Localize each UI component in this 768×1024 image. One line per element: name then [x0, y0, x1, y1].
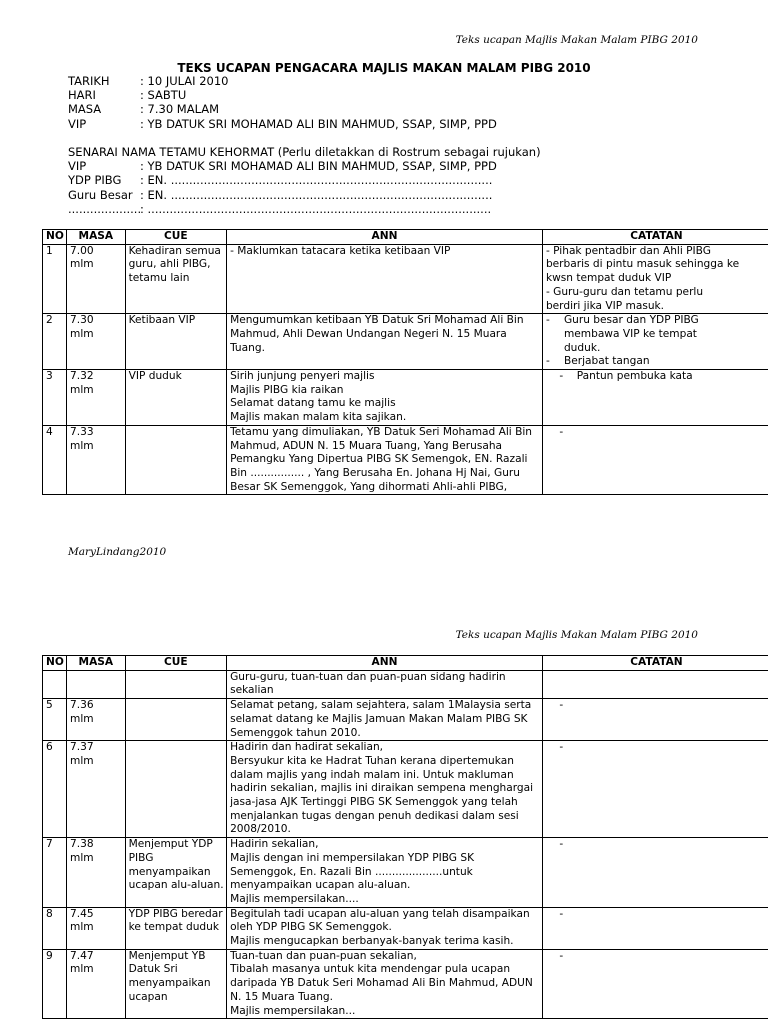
cell-cue [125, 741, 226, 838]
table-row [43, 244, 768, 314]
table-row [43, 838, 768, 908]
header-no: NO [43, 230, 67, 245]
ann-line: Mengumumkan ketibaan YB Datuk Sri Mohamad Ali Bin [230, 314, 524, 327]
bullet-dash: - [545, 355, 550, 368]
masa-line: mlm [70, 921, 94, 934]
ann-line: jasa-jasa AJK Tertinggi PIBG SK Semenggok yang telah [230, 796, 518, 809]
ann-line: Majlis dengan ini mempersilakan YDP PIBG SK [230, 851, 475, 864]
ann-line: Tuang. [230, 341, 265, 354]
cue-line: PIBG [128, 851, 154, 864]
program-table-page2 [42, 655, 768, 1019]
cell-no: 7 [43, 838, 67, 908]
table-row [43, 699, 768, 741]
masa-line: mlm [70, 754, 94, 767]
catatan-line: berdiri jika VIP masuk. [545, 299, 665, 312]
cell-ann [227, 425, 543, 495]
header-ann: ANN [227, 656, 543, 671]
table-row [43, 314, 768, 370]
header-catatan: CATATAN [542, 230, 768, 245]
guest-value: : EN. ........................................................................................ [140, 173, 493, 188]
ann-line: - Maklumkan tatacara ketika ketibaan VIP [230, 244, 451, 257]
cue-line: guru, ahli PIBG, [128, 258, 211, 271]
ann-line: Majlis mengucapkan berbanyak-banyak terima kasih. [230, 935, 514, 948]
table-row [43, 907, 768, 949]
ann-line: Majlis mempersilakan.... [230, 892, 359, 905]
header-no: NO [43, 656, 67, 671]
bullet-dash: - [545, 314, 550, 327]
ann-line: Majlis mempersilakan... [230, 1004, 356, 1017]
masa-line: mlm [70, 439, 94, 452]
guest-list-heading: SENARAI NAMA TETAMU KEHORMAT (Perlu diletakkan di Rostrum sebagai rujukan) [68, 145, 541, 159]
masa-line: 7.47 [70, 949, 94, 962]
ann-line: oleh YDP PIBG SK Semenggok. [230, 921, 392, 934]
cell-ann [227, 244, 543, 314]
masa-line: mlm [70, 383, 94, 396]
cell-ann [227, 907, 543, 949]
cell-catatan [542, 670, 768, 698]
catatan-line: - [545, 699, 564, 712]
cell-cue [125, 425, 226, 495]
ann-line: hadirin sekalian, majlis ini diraikan sempena menghargai [230, 782, 534, 795]
cue-line: Menjemput YDP [128, 838, 213, 851]
cell-ann [227, 838, 543, 908]
header-masa: MASA [67, 656, 126, 671]
info-label: TARIKH [68, 74, 110, 88]
document-title: TEKS UCAPAN PENGACARA MAJLIS MAKAN MALAM PIBG 2010 [177, 61, 591, 75]
cue-line: VIP duduk [128, 370, 182, 383]
table-row [43, 741, 768, 838]
ann-line: sekalian [230, 684, 274, 697]
cell-cue [125, 949, 226, 1019]
header-cue: CUE [125, 230, 226, 245]
cell-masa [67, 244, 126, 314]
cell-cue [125, 699, 226, 741]
ann-line: Hadirin sekalian, [230, 838, 319, 851]
ann-line: Bersyukur kita ke Hadrat Tuhan kerana dipertemukan [230, 754, 514, 767]
ann-line: Begitulah tadi ucapan alu-aluan yang telah disampaikan [230, 907, 530, 920]
masa-line: 7.32 [70, 370, 94, 383]
cell-masa [67, 949, 126, 1019]
guest-row [68, 159, 541, 173]
ann-line: Selamat petang, salam sejahtera, salam 1Malaysia serta [230, 699, 532, 712]
info-value: : 7.30 MALAM [140, 102, 220, 117]
cell-no: 9 [43, 949, 67, 1019]
masa-line: 7.00 [70, 244, 94, 257]
ann-line: Semenggok tahun 2010. [230, 726, 361, 739]
ann-line: selamat datang ke Majlis Jamuan Makan Malam PIBG SK [230, 712, 528, 725]
cue-line: menyampaikan [128, 977, 211, 990]
cell-ann [227, 370, 543, 426]
cell-masa [67, 741, 126, 838]
table-header-row [43, 230, 768, 245]
masa-line: mlm [70, 258, 94, 271]
ann-line: Besar SK Semenggok, Yang dihormati Ahli-ahli PIBG, [230, 480, 508, 493]
catatan-line: - [545, 741, 564, 754]
cell-cue [125, 838, 226, 908]
running-header: Teks ucapan Majlis Makan Malam PIBG 2010 [455, 34, 698, 46]
catatan-line: - [545, 907, 564, 920]
cell-catatan [542, 838, 768, 908]
catatan-line: - [545, 838, 564, 851]
masa-line: mlm [70, 712, 94, 725]
cue-line: Ketibaan VIP [128, 314, 196, 327]
header-ann: ANN [227, 230, 543, 245]
cell-masa [67, 907, 126, 949]
ann-line: Mahmud, ADUN N. 15 Muara Tuang, Yang Berusaha [230, 439, 503, 452]
table-row [43, 425, 768, 495]
cell-masa [67, 314, 126, 370]
masa-line: 7.36 [70, 699, 94, 712]
catatan-bullet-line: duduk. [563, 341, 601, 354]
ann-line: N. 15 Muara Tuang. [230, 990, 334, 1003]
cell-catatan [542, 741, 768, 838]
cell-no: 8 [43, 907, 67, 949]
cell-catatan [542, 314, 768, 370]
masa-line: 7.45 [70, 907, 94, 920]
ann-line: Tetamu yang dimuliakan, YB Datuk Seri Mohamad Ali Bin [230, 425, 533, 438]
guest-row [68, 173, 541, 187]
catatan-line: - Pantun pembuka kata [545, 370, 693, 383]
event-info [68, 74, 497, 131]
guest-label: .................... [68, 201, 142, 216]
masa-line: mlm [70, 963, 94, 976]
masa-line: 7.30 [70, 314, 94, 327]
masa-line: mlm [70, 327, 94, 340]
catatan-line: kwsn tempat duduk VIP [545, 272, 672, 285]
catatan-line: - [545, 949, 564, 962]
ann-line: dalam majlis yang indah malam ini. Untuk makluman [230, 768, 514, 781]
running-header-page2: Teks ucapan Majlis Makan Malam PIBG 2010 [455, 629, 698, 641]
guest-row [68, 188, 541, 202]
event-info-row [68, 88, 497, 102]
program-table-page1 [42, 229, 768, 495]
info-label: HARI [68, 88, 96, 103]
ann-line: Guru-guru, tuan-tuan dan puan-puan sidang hadirin [230, 670, 506, 683]
cell-ann [227, 949, 543, 1019]
masa-line: 7.38 [70, 838, 94, 851]
ann-line: menyampaikan ucapan alu-aluan. [230, 879, 411, 892]
masa-line: 7.37 [70, 741, 94, 754]
ann-line: Pemangku Yang Dipertua PIBG SK Semengok, EN. Razali [230, 453, 528, 466]
cell-masa [67, 838, 126, 908]
catatan-bullet-line: - Guru besar dan YDP PIBG [545, 314, 699, 327]
catatan-line: - Guru-guru dan tetamu perlu [545, 285, 704, 298]
ann-line: Selamat datang tamu ke majlis [230, 397, 396, 410]
cell-ann [227, 314, 543, 370]
ann-line: daripada YB Datuk Seri Mohamad Ali Bin Mahmud, ADUN [230, 977, 533, 990]
event-info-row [68, 117, 497, 131]
footer-author: MaryLindang2010 [68, 546, 167, 558]
catatan-bullet-line: membawa VIP ke tempat [563, 327, 697, 340]
guest-label: Guru Besar [68, 187, 133, 202]
ann-line: Semenggok, En. Razali Bin ....................untuk [230, 865, 473, 878]
cell-no: 4 [43, 425, 67, 495]
guest-row [68, 202, 541, 216]
event-info-row [68, 74, 497, 88]
cell-catatan [542, 370, 768, 426]
table-header-row [43, 656, 768, 671]
masa-line: 7.33 [70, 425, 94, 438]
cue-line: ucapan alu-aluan. [128, 879, 224, 892]
cell-ann [227, 670, 543, 698]
cell-catatan [542, 907, 768, 949]
table-row [43, 670, 768, 698]
info-label: MASA [68, 102, 102, 117]
cue-line: Datuk Sri [128, 963, 178, 976]
cell-ann [227, 741, 543, 838]
cell-masa [67, 670, 126, 698]
cell-masa [67, 370, 126, 426]
cell-masa [67, 425, 126, 495]
cue-line: tetamu lain [128, 272, 190, 285]
guest-list [68, 145, 541, 216]
info-value: : 10 JULAI 2010 [140, 74, 229, 88]
info-value: : YB DATUK SRI MOHAMAD ALI BIN MAHMUD, SSAP, SIMP, PPD [140, 116, 497, 131]
catatan-bullet-line: - Berjabat tangan [545, 355, 650, 368]
ann-line: Bin ................ , Yang Berusaha En. Johana Hj Nai, Guru [230, 466, 520, 479]
cue-line: YDP PIBG beredar [128, 907, 223, 920]
guest-label: VIP [68, 159, 87, 174]
catatan-line: berbaris di pintu masuk sehingga ke [545, 258, 740, 271]
ann-line: 2008/2010. [230, 823, 291, 836]
cell-cue [125, 244, 226, 314]
cell-catatan [542, 949, 768, 1019]
catatan-line: - [545, 425, 564, 438]
ann-line: Mahmud, Ahli Dewan Undangan Negeri N. 15 Muara [230, 327, 507, 340]
cell-cue [125, 314, 226, 370]
header-catatan: CATATAN [542, 656, 768, 671]
info-label: VIP [68, 116, 87, 131]
cell-catatan [542, 425, 768, 495]
masa-line: mlm [70, 851, 94, 864]
cell-catatan [542, 699, 768, 741]
cue-line: Kehadiran semua [128, 244, 221, 257]
cue-line: Menjemput YB [128, 949, 206, 962]
guest-label: YDP PIBG [68, 173, 122, 188]
cell-no: 6 [43, 741, 67, 838]
ann-line: Hadirin dan hadirat sekalian, [230, 741, 384, 754]
cell-cue [125, 907, 226, 949]
cell-catatan [542, 244, 768, 314]
cell-cue [125, 370, 226, 426]
guest-value: : YB DATUK SRI MOHAMAD ALI BIN MAHMUD, SSAP, SIMP, PPD [140, 159, 497, 174]
cell-cue [125, 670, 226, 698]
header-masa: MASA [67, 230, 126, 245]
ann-line: Majlis makan malam kita sajikan. [230, 411, 407, 424]
guest-value: : EN. ........................................................................................ [140, 187, 493, 202]
info-value: : SABTU [140, 88, 187, 103]
cell-no: 3 [43, 370, 67, 426]
cue-line: ke tempat duduk [128, 921, 219, 934]
table-row [43, 949, 768, 1019]
header-cue: CUE [125, 656, 226, 671]
ann-line: menjalankan tugas dengan penuh dedikasi dalam sesi [230, 809, 519, 822]
ann-line: Tuan-tuan dan puan-puan sekalian, [230, 949, 417, 962]
table-row [43, 370, 768, 426]
cell-no: 2 [43, 314, 67, 370]
ann-line: Majlis PIBG kia raikan [230, 383, 344, 396]
event-info-row [68, 102, 497, 116]
ann-line: Tibalah masanya untuk kita mendengar pula ucapan [230, 963, 511, 976]
cell-no: 5 [43, 699, 67, 741]
cell-masa [67, 699, 126, 741]
cue-line: ucapan [128, 990, 168, 1003]
catatan-line: - Pihak pentadbir dan Ahli PIBG [545, 244, 711, 257]
cell-no: 1 [43, 244, 67, 314]
guest-value: : .............................................................................................. [140, 201, 492, 216]
ann-line: Sirih junjung penyeri majlis [230, 370, 375, 383]
cue-line: menyampaikan [128, 865, 211, 878]
cell-no [43, 670, 67, 698]
cell-ann [227, 699, 543, 741]
